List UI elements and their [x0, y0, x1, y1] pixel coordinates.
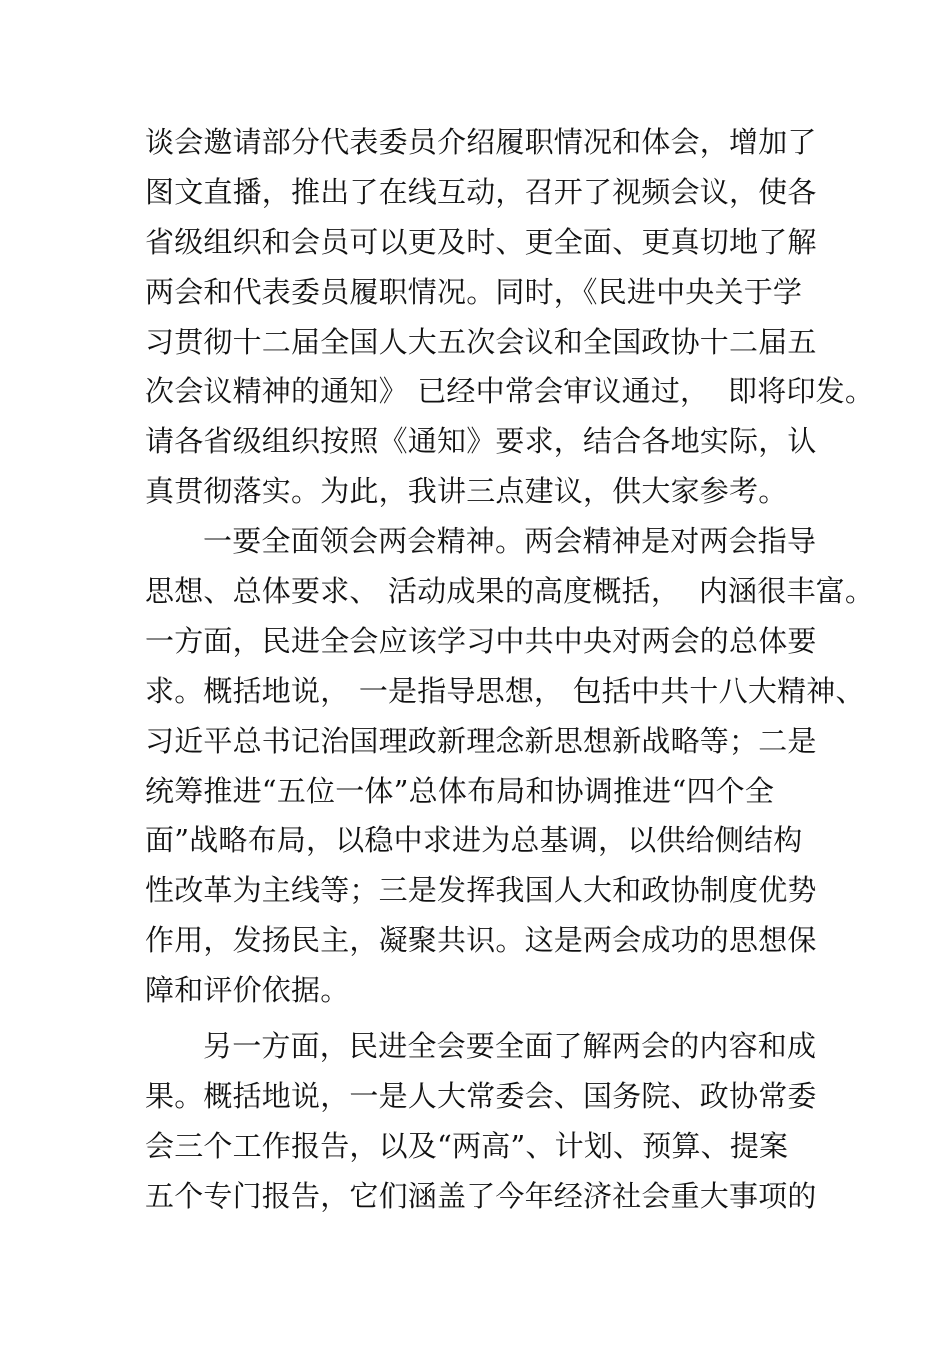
text-line: 请各省级组织按照《通知》要求，结合各地实际，认 — [145, 424, 817, 459]
text-line: 一方面，民进全会应该学习中共中央对两会的总体要 — [145, 623, 817, 658]
text-line: 图文直播，推出了在线互动，召开了视频会议，使各 — [145, 174, 817, 209]
text-line: 次会议精神的通知》 已经中常会审议通过， 即将印发。 — [145, 374, 875, 409]
paragraph-first-line: 另一方面，民进全会要全面了解两会的内容和成 — [203, 1029, 817, 1064]
text-line: 省级组织和会员可以更及时、更全面、更真切地了解 — [145, 224, 817, 259]
text-line: 面”战略布局，以稳中求进为总基调，以供给侧结构 — [145, 823, 803, 858]
text-line: 真贯彻落实。为此，我讲三点建议，供大家参考。 — [145, 474, 788, 509]
text-line: 思想、总体要求、 活动成果的高度概括， 内涵很丰富。 — [145, 574, 875, 609]
text-line: 习近平总书记治国理政新理念新思想新战略等；二是 — [145, 723, 817, 758]
text-line: 谈会邀请部分代表委员介绍履职情况和体会，增加了 — [145, 125, 817, 159]
text-line: 作用，发扬民主，凝聚共识。这是两会成功的思想保 — [145, 923, 817, 958]
text-line: 会三个工作报告，以及“两高”、计划、预算、提案 — [145, 1128, 789, 1163]
text-line: 性改革为主线等；三是发挥我国人大和政协制度优势 — [145, 873, 817, 908]
text-line: 五个专门报告，它们涵盖了今年经济社会重大事项的 — [145, 1178, 817, 1213]
text-line: 习贯彻十二届全国人大五次会议和全国政协十二届五 — [145, 324, 817, 359]
text-line: 统筹推进“五位一体”总体布局和协调推进“四个全 — [145, 773, 775, 808]
body-text — [145, 118, 875, 1222]
text-line: 两会和代表委员履职情况。同时，《民进中央关于学 — [145, 274, 803, 309]
text-line: 障和评价依据。 — [145, 973, 350, 1008]
paragraph-first-line: 一要全面领会两会精神。两会精神是对两会指导 — [203, 524, 817, 559]
text-line: 果。概括地说，一是人大常委会、国务院、政协常委 — [145, 1078, 817, 1113]
text-line: 求。概括地说， 一是指导思想， 包括中共十八大精神、 — [145, 673, 865, 708]
